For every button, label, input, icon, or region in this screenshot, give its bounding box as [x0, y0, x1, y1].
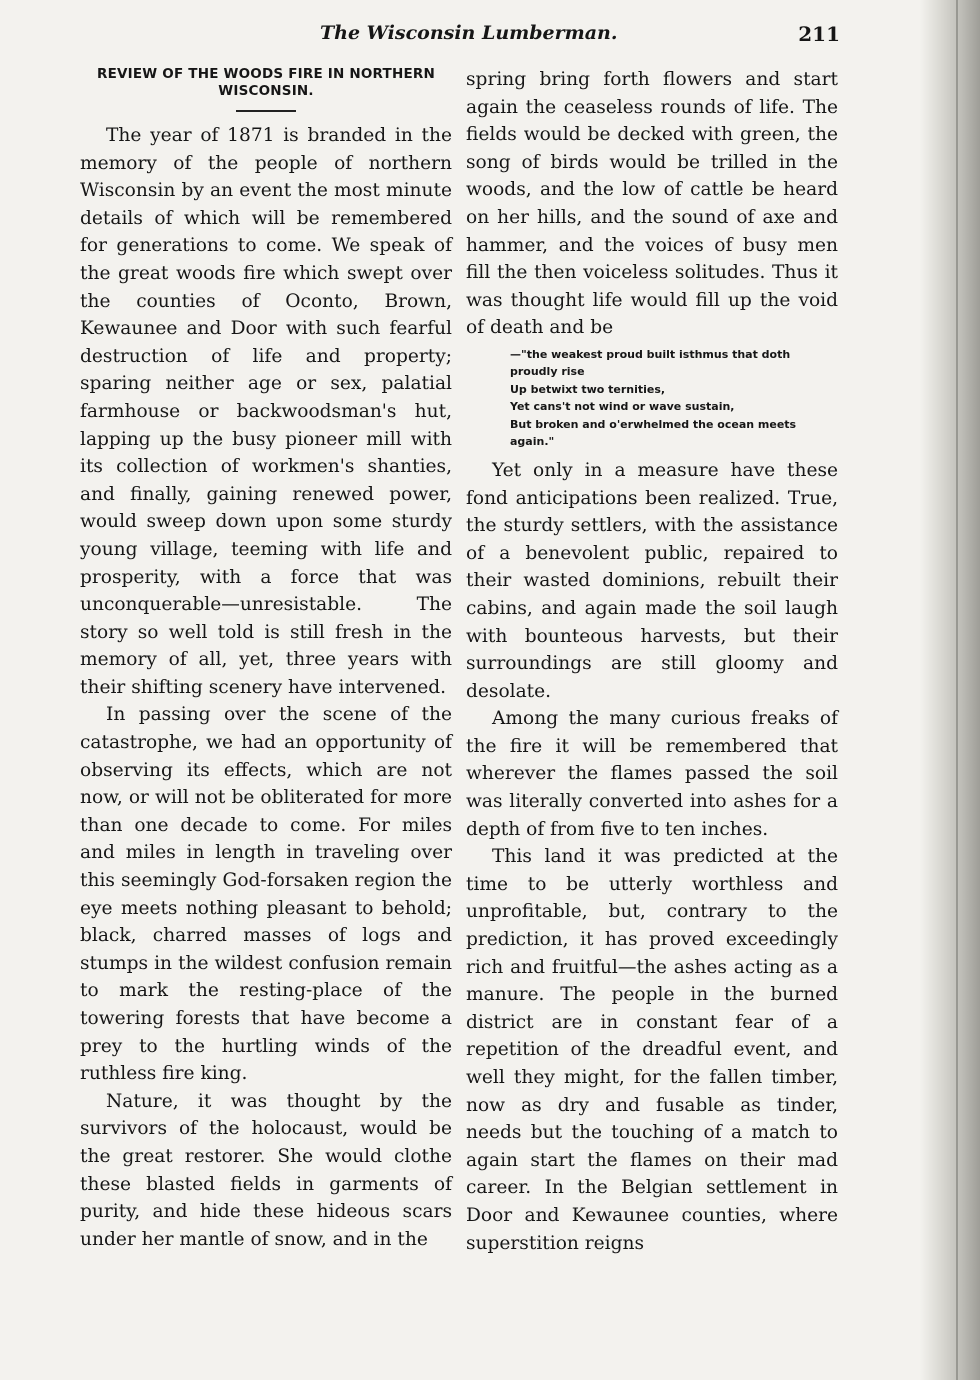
- article-headline: REVIEW OF THE WOODS FIRE IN NORTHERN WISCONSIN.: [97, 66, 435, 99]
- paragraph: The year of 1871 is branded in the memory of the people of northern Wisconsin by an event the most minute details of which will be remembered for generations to come. We speak of the great woods fire which swept over the counties of Oconto, Brown, Kewaunee and Door with such fearful destruction of life and property; sparing neither age or sex, palatial farmhouse or backwoodsman's hut, lapping up the busy pioneer mill with its collection of workmen's shanties, and finally, gaining renewed power, would sweep down upon some sturdy young village, teeming with life and prosperity, with a force that was unconquerable—unresistable. The story so well told is still fresh in the memory of all, yet, three years with their shifting scenery have intervened.: [80, 125, 452, 698]
- paragraph: Nature, it was thought by the survivors of the holocaust, would be the great restorer. She would clothe these blasted fields in garments of purity, and hide these hideous scars under her mantle of snow, and in the: [80, 1090, 452, 1250]
- left-column: [80, 66, 452, 1253]
- paragraph-continued: spring bring forth flowers and start again the ceaseless rounds of life. The fields would be decked with green, the song of birds would be trilled in the woods, and the low of cattle be heard on her hills, and the sound of axe and hammer, and the voices of busy men fill the then voiceless solitudes. Thus it was thought life would fill up the void of death and be: [466, 69, 838, 339]
- verse-line: But broken and o'erwhelmed the ocean meets again.": [510, 417, 797, 449]
- verse-line: Yet cans't not wind or wave sustain,: [510, 400, 735, 414]
- page-number: 211: [798, 22, 840, 46]
- scan-binding-edge: [920, 0, 980, 1380]
- verse-quotation: [510, 346, 838, 451]
- running-title: The Wisconsin Lumberman.: [320, 22, 618, 44]
- paragraph: Among the many curious freaks of the fire it will be remembered that wherever the flames passed the soil was literally converted into ashes for a depth of from five to ten inches.: [466, 708, 838, 840]
- right-column: [466, 66, 838, 1257]
- headline-rule: [236, 110, 296, 112]
- verse-line: Up betwixt two ternities,: [510, 382, 666, 396]
- verse-line: —"the weakest proud built isthmus that doth proudly rise: [510, 347, 791, 379]
- paragraph: In passing over the scene of the catastrophe, we had an opportunity of observing its effects, which are not now, or will not be obliterated for more than one decade to come. For miles and miles in length in traveling over this seemingly God-forsaken region the eye meets nothing pleasant to behold; black, charred masses of logs and stumps in the wildest confusion remain to mark the resting-place of the towering forests that have become a prey to the hurtling winds of the ruthless fire king.: [80, 704, 452, 1085]
- running-header: [320, 22, 840, 52]
- paragraph: This land it was predicted at the time to be utterly worthless and unprofitable, but, contrary to the prediction, it has proved exceedingly rich and fruitful—the ashes acting as a manure. The people in the burned district are in constant fear of a repetition of the dreadful event, and well they might, for the fallen timber, now as dry and fusable as tinder, needs but the touching of a match to again start the flames on their mad career. In the Belgian settlement in Door and Kewaunee counties, where superstition reigns: [466, 846, 838, 1254]
- paragraph: Yet only in a measure have these fond anticipations been realized. True, the sturdy settlers, with the assistance of a benevolent public, repaired to their wasted dominions, rebuilt their cabins, and again made the soil laugh with bounteous harvests, but their surroundings are still gloomy and desolate.: [466, 459, 838, 702]
